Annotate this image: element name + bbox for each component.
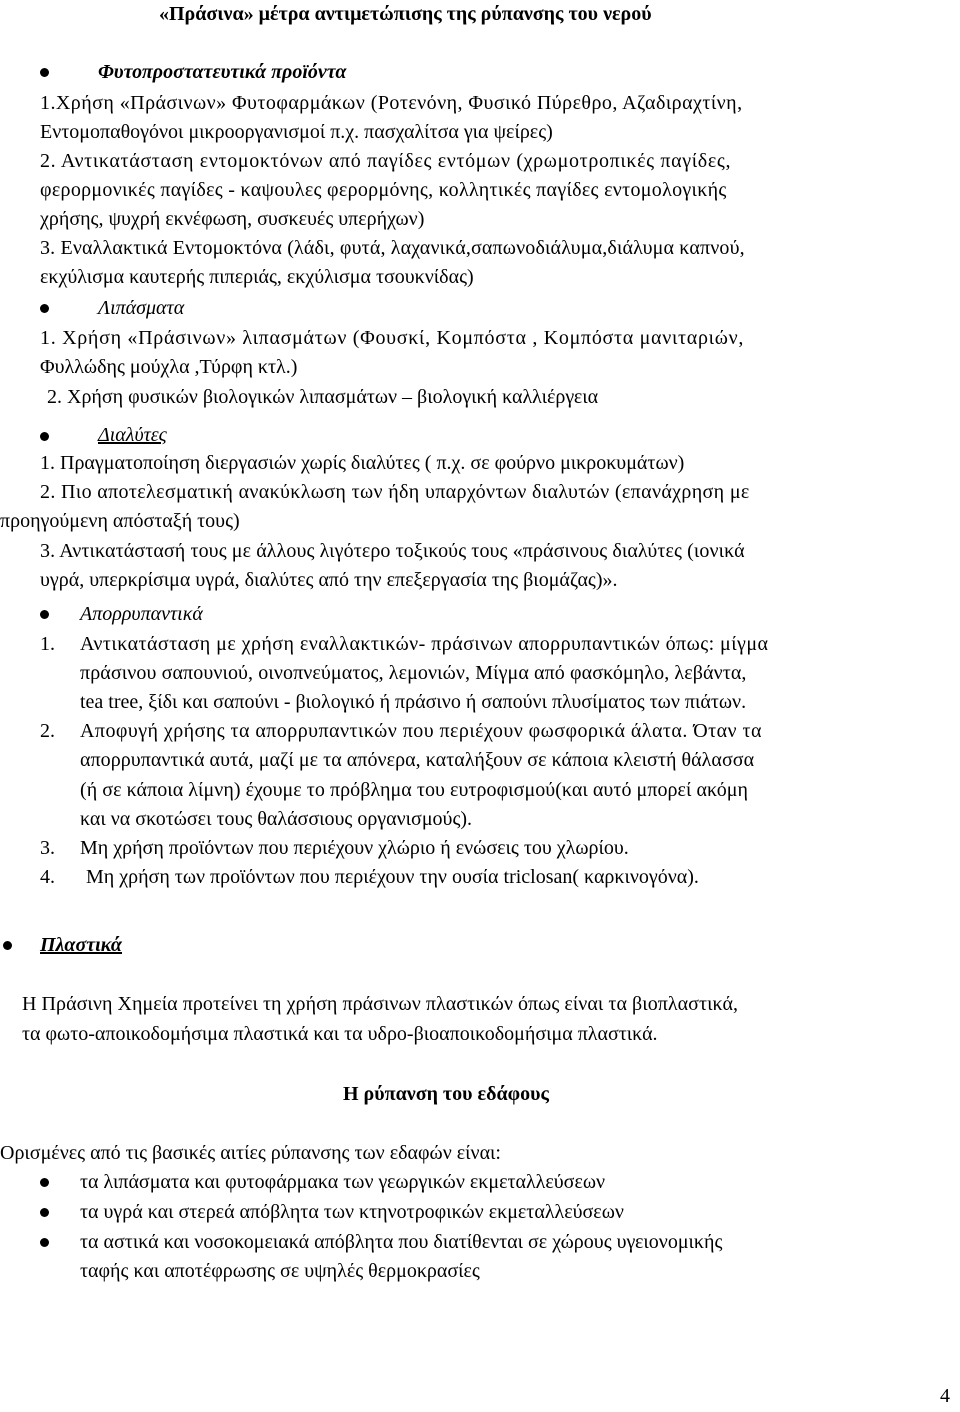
section-heading-soil: Η ρύπανση του εδάφους <box>343 1083 549 1105</box>
text-line: 1. Χρήση «Πράσινων» λιπασμάτων (Φουσκί, Κομπόστα , Κομπόστα μανιταριών, <box>40 327 745 349</box>
text-line: 1. Πραγματοποίηση διεργασιών χωρίς διαλύτες ( π.χ. σε φούρνο μικροκυμάτων) <box>40 452 685 474</box>
text-line: Ορισμένες από τις βασικές αιτίες ρύπανσης των εδαφών είναι: <box>0 1142 501 1164</box>
page-title: «Πράσινα» μέτρα αντιμετώπισης της ρύπανσης του νερού <box>159 3 652 25</box>
text-line: φερορμονικές παγίδες - καψουλες φερορμόνης, κολλητικές παγίδες εντομολογικής <box>40 179 727 201</box>
page-number: 4 <box>940 1385 950 1407</box>
bullet-icon <box>40 304 49 313</box>
text-line: Φυλλώδης μούχλα ,Τύρφη κτλ.) <box>40 356 298 378</box>
text-line: Η Πράσινη Χημεία προτείνει τη χρήση πράσινων πλαστικών όπως είναι τα βιοπλαστικά, <box>22 993 739 1015</box>
text-line: (ή σε κάποια λίμνη) έχουμε το πρόβλημα του ευτροφισμού(και αυτό μπορεί ακόμη <box>80 779 749 801</box>
text-line: 2. Αντικατάσταση εντομοκτόνων από παγίδες εντόμων (χρωμοτροπικές παγίδες, <box>40 150 732 172</box>
text-line: 2. Πιο αποτελεσματική ανακύκλωση των ήδη υπαρχόντων διαλυτών (επανάχρηση με <box>40 481 750 503</box>
bullet-icon <box>40 1238 49 1247</box>
text-line: 1.Χρήση «Πράσινων» Φυτοφαρμάκων (Ροτενόνη, Φυσικό Πύρεθρο, Αζαδιραχτίνη, <box>40 92 743 114</box>
list-item: τα αστικά και νοσοκομειακά απόβλητα που διατίθενται σε χώρους υγειονομικής <box>80 1231 723 1253</box>
section-heading-fertilizers: Λιπάσματα <box>98 297 185 319</box>
section-heading-detergents: Απορρυπαντικά <box>80 603 203 625</box>
list-number: 1. <box>40 633 55 655</box>
text-line: Εντομοπαθογόνοι μικροοργανισμοί π.χ. πασχαλίτσα για ψείρες) <box>40 121 553 143</box>
section-heading-solvents: Διαλύτες <box>98 424 167 446</box>
text-line: Αντικατάσταση με χρήση εναλλακτικών- πράσινων απορρυπαντικών όπως: μίγμα <box>80 633 769 655</box>
list-number: 3. <box>40 837 55 859</box>
bullet-icon <box>40 1208 49 1217</box>
text-line: 3. Εναλλακτικά Εντομοκτόνα (λάδι, φυτά, λαχανικά,σαπωνοδιάλυμα,διάλυμα καπνού, <box>40 237 745 259</box>
bullet-icon <box>40 1178 49 1187</box>
bullet-icon <box>40 68 49 77</box>
text-line: εκχύλισμα καυτερής πιπεριάς, εκχύλισμα τσουκνίδας) <box>40 266 474 288</box>
text-line: υγρά, υπερκρίσιμα υγρά, διαλύτες από την επεξεργασία της βιομάζας)». <box>40 569 618 591</box>
list-item: ταφής και αποτέφρωσης σε υψηλές θερμοκρασίες <box>80 1260 480 1282</box>
text-line: 2. Χρήση φυσικών βιολογικών λιπασμάτων – βιολογική καλλιέργεια <box>47 386 599 408</box>
list-number: 2. <box>40 720 55 742</box>
list-number: 4. <box>40 866 55 888</box>
text-line: Μη χρήση προϊόντων που περιέχουν χλώριο ή ενώσεις του χλωρίου. <box>80 837 629 859</box>
text-line: 3. Αντικατάστασή τους με άλλους λιγότερο τοξικούς τους «πράσινους διαλύτες (ιονικά <box>40 540 745 562</box>
bullet-icon <box>40 610 49 619</box>
text-line: προηγούμενη απόσταξή τους) <box>0 510 240 532</box>
text-line: πράσινου σαπουνιού, οινοπνεύματος, λεμονιών, Μίγμα από φασκόμηλο, λεβάντα, <box>80 662 747 684</box>
text-line: τα φωτο-αποικοδομήσιμα πλαστικά και τα υδρο-βιοαποικοδομήσιμα πλαστικά. <box>22 1023 658 1045</box>
text-line: Μη χρήση των προϊόντων που περιέχουν την ουσία triclosan( καρκινογόνα). <box>86 866 699 888</box>
bullet-icon <box>40 432 49 441</box>
bullet-icon <box>3 941 12 950</box>
text-line: tea tree, ξίδι και σαπούνι - βιολογικό ή πράσινο ή σαπούνι πλυσίματος των πιάτων. <box>80 691 747 713</box>
text-line: και να σκοτώσει τους θαλάσσιους οργανισμούς). <box>80 808 473 830</box>
text-line: απορρυπαντικά αυτά, μαζί με τα απόνερα, καταλήξουν σε κάποια κλειστή θάλασσα <box>80 749 755 771</box>
text-line: χρήσης, ψυχρή εκνέφωση, συσκευές υπερήχων) <box>40 208 425 230</box>
list-item: τα υγρά και στερεά απόβλητα των κτηνοτροφικών εκμεταλλεύσεων <box>80 1201 624 1223</box>
text-line: Αποφυγή χρήσης τα απορρυπαντικών που περιέχουν φωσφορικά άλατα. Όταν τα <box>80 720 762 742</box>
list-item: τα λιπάσματα και φυτοφάρμακα των γεωργικών εκμεταλλεύσεων <box>80 1171 606 1193</box>
section-heading-plastics: Πλαστικά <box>40 934 122 956</box>
section-heading-phyto: Φυτοπροστατευτικά προϊόντα <box>98 61 347 83</box>
